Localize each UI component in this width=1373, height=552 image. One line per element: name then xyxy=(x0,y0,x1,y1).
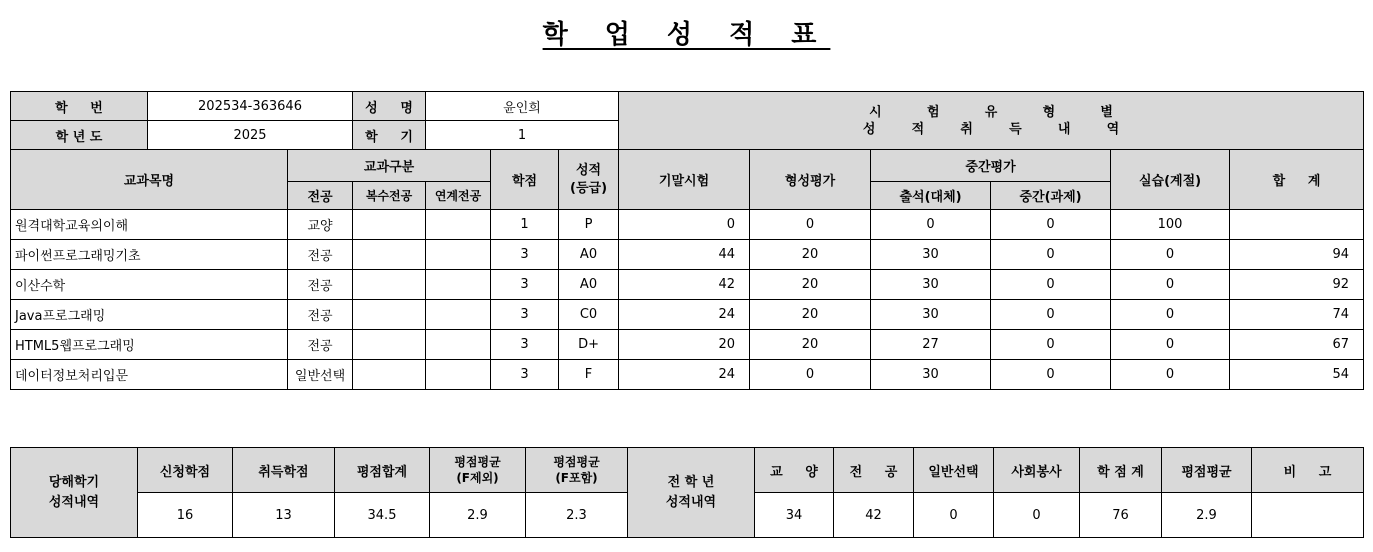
practice-cell: 0 xyxy=(1111,270,1230,300)
practice-cell: 0 xyxy=(1111,300,1230,330)
linked-major-cell xyxy=(426,330,491,360)
student-id: 202534-363646 xyxy=(148,92,353,121)
major-header: 전공 xyxy=(288,182,353,210)
attendance-cell: 27 xyxy=(871,330,991,360)
midterm-header: 중간평가 xyxy=(871,150,1111,182)
name-label: 성 명 xyxy=(353,92,426,121)
course-row xyxy=(11,210,1364,240)
double-major-cell xyxy=(353,210,426,240)
gpa-excl-f-label: 평점평균 (F제외) xyxy=(430,448,526,493)
gpa-incl-f: 2.3 xyxy=(526,493,628,538)
subject-header: 교과목명 xyxy=(11,150,288,210)
formative-cell: 20 xyxy=(750,270,871,300)
subject-cell: 원격대학교육의이해 xyxy=(11,210,288,240)
double-major-cell xyxy=(353,330,426,360)
credits-cell: 3 xyxy=(491,240,559,270)
practice-header: 실습(계절) xyxy=(1111,150,1230,210)
exam-type-header xyxy=(619,92,1364,150)
remarks-value xyxy=(1252,493,1364,538)
practice-cell: 0 xyxy=(1111,240,1230,270)
applied-credits: 16 xyxy=(138,493,233,538)
grade-cell: P xyxy=(559,210,619,240)
student-name: 윤인희 xyxy=(426,92,619,121)
formative-cell: 0 xyxy=(750,360,871,390)
formative-cell: 20 xyxy=(750,240,871,270)
total-cell: 94 xyxy=(1230,240,1364,270)
credit-total-label: 학 점 계 xyxy=(1080,448,1162,493)
linked-major-cell xyxy=(426,210,491,240)
grade-cell: A0 xyxy=(559,270,619,300)
total-header: 합 계 xyxy=(1230,150,1364,210)
major-cell: 전공 xyxy=(288,240,353,270)
major-credits-label: 전 공 xyxy=(834,448,914,493)
final-exam-header: 기말시험 xyxy=(619,150,750,210)
earned-credits: 13 xyxy=(233,493,335,538)
course-row xyxy=(11,240,1364,270)
elective-label: 일반선택 xyxy=(914,448,994,493)
course-row xyxy=(11,360,1364,390)
earned-credits-label: 취득학점 xyxy=(233,448,335,493)
final-exam-cell: 42 xyxy=(619,270,750,300)
linked-major-cell xyxy=(426,300,491,330)
gpa-incl-f-label: 평점평균 (F포함) xyxy=(526,448,628,493)
volunteer-credits: 0 xyxy=(994,493,1080,538)
attendance-cell: 30 xyxy=(871,270,991,300)
year-value: 2025 xyxy=(148,121,353,150)
double-major-cell xyxy=(353,360,426,390)
final-exam-cell: 24 xyxy=(619,300,750,330)
practice-cell: 0 xyxy=(1111,360,1230,390)
double-major-cell xyxy=(353,270,426,300)
linked-major-cell xyxy=(426,240,491,270)
major-cell: 전공 xyxy=(288,300,353,330)
major-cell: 전공 xyxy=(288,270,353,300)
volunteer-label: 사회봉사 xyxy=(994,448,1080,493)
midterm-task-cell: 0 xyxy=(991,210,1111,240)
attendance-cell: 30 xyxy=(871,240,991,270)
gpa-value: 2.9 xyxy=(1162,493,1252,538)
all-years-summary-label: 전 학 년 성적내역 xyxy=(628,448,755,538)
subject-cell: 데이터정보처리입문 xyxy=(11,360,288,390)
total-cell: 92 xyxy=(1230,270,1364,300)
semester-value: 1 xyxy=(426,121,619,150)
major-cell: 교양 xyxy=(288,210,353,240)
final-exam-cell: 44 xyxy=(619,240,750,270)
midterm-task-cell: 0 xyxy=(991,270,1111,300)
applied-credits-label: 신청학점 xyxy=(138,448,233,493)
subject-cell: HTML5웹프로그래밍 xyxy=(11,330,288,360)
semester-summary-label: 당해학기 성적내역 xyxy=(11,448,138,538)
grade-header: 성적 (등급) xyxy=(559,150,619,210)
page-title: 학 업 성 적 표 xyxy=(542,20,831,50)
practice-cell: 0 xyxy=(1111,330,1230,360)
summary-table xyxy=(10,447,1364,538)
formative-cell: 20 xyxy=(750,330,871,360)
category-header: 교과구분 xyxy=(288,150,491,182)
major-cell: 전공 xyxy=(288,330,353,360)
formative-header: 형성평가 xyxy=(750,150,871,210)
final-exam-cell: 0 xyxy=(619,210,750,240)
course-row xyxy=(11,330,1364,360)
linked-major-header: 연계전공 xyxy=(426,182,491,210)
total-cell: 67 xyxy=(1230,330,1364,360)
double-major-header: 복수전공 xyxy=(353,182,426,210)
gpa-label: 평점평균 xyxy=(1162,448,1252,493)
grade-cell: A0 xyxy=(559,240,619,270)
total-cell: 74 xyxy=(1230,300,1364,330)
liberal-label: 교 양 xyxy=(755,448,834,493)
final-exam-cell: 24 xyxy=(619,360,750,390)
linked-major-cell xyxy=(426,270,491,300)
midterm-task-header: 중간(과제) xyxy=(991,182,1111,210)
subject-cell: Java프로그래밍 xyxy=(11,300,288,330)
remarks-label: 비 고 xyxy=(1252,448,1364,493)
linked-major-cell xyxy=(426,360,491,390)
total-cell: 54 xyxy=(1230,360,1364,390)
double-major-cell xyxy=(353,300,426,330)
credits-cell: 3 xyxy=(491,270,559,300)
exam-type-header-line1: 시 험 유 형 별 xyxy=(869,104,1113,120)
attendance-cell: 30 xyxy=(871,300,991,330)
midterm-task-cell: 0 xyxy=(991,360,1111,390)
major-cell: 일반선택 xyxy=(288,360,353,390)
practice-cell: 100 xyxy=(1111,210,1230,240)
gpa-excl-f: 2.9 xyxy=(430,493,526,538)
attendance-header: 출석(대체) xyxy=(871,182,991,210)
semester-label: 학 기 xyxy=(353,121,426,150)
student-id-label: 학 번 xyxy=(11,92,148,121)
credits-cell: 3 xyxy=(491,330,559,360)
final-exam-cell: 20 xyxy=(619,330,750,360)
grade-cell: F xyxy=(559,360,619,390)
credits-header: 학점 xyxy=(491,150,559,210)
grade-cell: D+ xyxy=(559,330,619,360)
midterm-task-cell: 0 xyxy=(991,330,1111,360)
grade-table xyxy=(10,91,1364,390)
elective-credits: 0 xyxy=(914,493,994,538)
exam-type-header-line2: 성 적 취 득 내 역 xyxy=(862,121,1120,137)
attendance-cell: 0 xyxy=(871,210,991,240)
course-row xyxy=(11,270,1364,300)
formative-cell: 0 xyxy=(750,210,871,240)
midterm-task-cell: 0 xyxy=(991,300,1111,330)
attendance-cell: 30 xyxy=(871,360,991,390)
points-total-label: 평점합계 xyxy=(335,448,430,493)
double-major-cell xyxy=(353,240,426,270)
credits-cell: 3 xyxy=(491,300,559,330)
liberal-credits: 34 xyxy=(755,493,834,538)
credits-cell: 3 xyxy=(491,360,559,390)
credits-cell: 1 xyxy=(491,210,559,240)
points-total: 34.5 xyxy=(335,493,430,538)
grade-cell: C0 xyxy=(559,300,619,330)
course-row xyxy=(11,300,1364,330)
year-label: 학 년 도 xyxy=(11,121,148,150)
subject-cell: 파이썬프로그래밍기초 xyxy=(11,240,288,270)
midterm-task-cell: 0 xyxy=(991,240,1111,270)
formative-cell: 20 xyxy=(750,300,871,330)
total-cell xyxy=(1230,210,1364,240)
credit-total: 76 xyxy=(1080,493,1162,538)
major-credits: 42 xyxy=(834,493,914,538)
subject-cell: 이산수학 xyxy=(11,270,288,300)
